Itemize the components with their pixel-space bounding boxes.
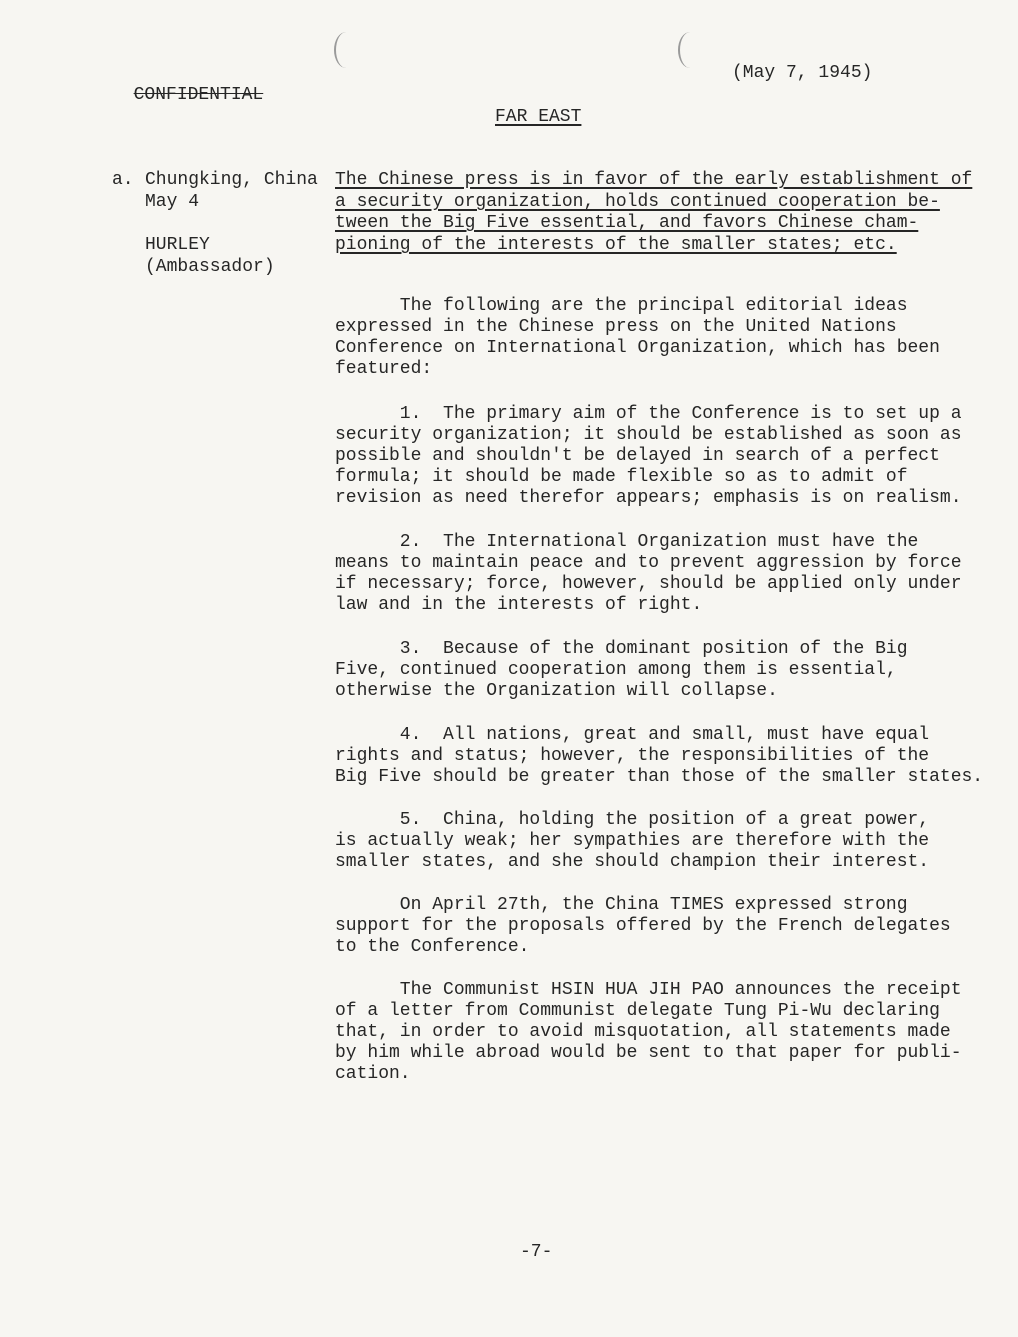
punch-hole-left: [334, 32, 358, 68]
page-number: -7-: [520, 1242, 553, 1262]
section-heading: FAR EAST: [495, 107, 582, 127]
point-2: 2. The International Organization must have the means to maintain peace and to prevent aggression by force if necessary; force, however, should be applied only under law and in the interests of right.: [335, 532, 962, 615]
summary-line: pioning of the interests of the smaller states; etc.: [335, 235, 897, 255]
point-3: 3. Because of the dominant position of the Big Five, continued cooperation among them is essential, otherwise the Organization will collapse.: [335, 639, 908, 701]
summary-line: tween the Big Five essential, and favors Chinese cham-: [335, 213, 919, 233]
entry-date: May 4: [145, 192, 200, 212]
memo-date: (May 7, 1945): [732, 63, 873, 83]
entry-label: a.: [112, 170, 134, 190]
classification-stamp: CONFIDENTIAL: [133, 85, 264, 105]
point-1: 1. The primary aim of the Conference is to set up a security organization; it should be established as soon as possible and shouldn't be delayed in search of a perfect formula; it should be made flexible so as to admit of revision as need therefor appears; emphasis is on realism.: [335, 404, 962, 508]
point-4: 4. All nations, great and small, must have equal rights and status; however, the responsibilities of the Big Five should be greater than those of the smaller states.: [335, 725, 984, 787]
closing-paragraph-times: On April 27th, the China TIMES expressed strong support for the proposals offered by the French delegates to the Conference.: [335, 895, 951, 957]
closing-paragraph-hsin-hua: The Communist HSIN HUA JIH PAO announces the receipt of a letter from Communist delegate Tung Pi-Wu declaring that, in order to avoid misquotation, all statements made by him while abroad would be sent to that paper for publi- cation.: [335, 980, 962, 1084]
intro-paragraph: The following are the principal editorial ideas expressed in the Chinese press on the United Nations Conference on International Organization, which has been featured:: [335, 296, 940, 379]
summary-line: a security organization, holds continued cooperation be-: [335, 192, 940, 212]
entry-author-title: (Ambassador): [145, 257, 275, 277]
entry-location: Chungking, China: [145, 170, 318, 190]
summary-line: The Chinese press is in favor of the early establishment of: [335, 170, 973, 190]
entry-author: HURLEY: [145, 235, 210, 255]
point-5: 5. China, holding the position of a great power, is actually weak; her sympathies are therefore with the smaller states, and she should champion their interest.: [335, 810, 930, 872]
punch-hole-right: [678, 32, 702, 68]
